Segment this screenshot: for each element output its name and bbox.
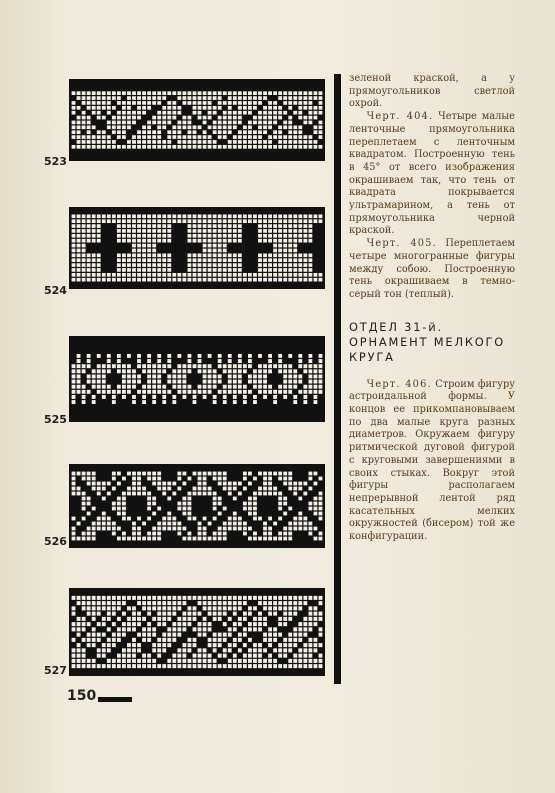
ornament-band-523 [69,79,325,161]
ornament-grid [71,209,323,287]
paragraph-405-text: Переплетаем четыре многогранные фигуры между собою. Построенную тень окрашиваем в темно-серый тон (теплый). [349,238,515,300]
section-heading: ОТДЕЛ 31-й. ОРНАМЕНТ МЕЛКОГО КРУГА [349,319,506,364]
page-number: 150 [67,688,97,704]
ornament-grid [71,590,323,674]
ornament-grid [71,81,323,159]
figure-number-527: 527 [44,664,67,677]
figure-ref-404: Черт. 404. [366,111,434,123]
paragraph-continued: зеленой краской, а у прямоугольников светлой охрой. [349,73,515,110]
text-column [349,73,515,544]
column-divider [334,74,341,684]
paragraph-404-text: Четыре малые ленточные прямоугольника переплетаем с ленточным квадратом. Построенную тень в 45° от всего изображения окрашиваем так, что тень от квадрата покрывается ультрамарином, а тень от прямоугольника черной краской. [349,111,515,237]
paragraph-406-text: Строим фигуру астроидальной формы. У концов ее прикомпановываем по два малые круга разных диаметров. Окружаем фигуру ритмической дуговой фигурой с круговыми завершениями в своих стыках. Вокруг этой фигуры располагаем непрерывной лентой ряд касательных мелких окружностей (бисером) той же конфигурации. [349,378,515,543]
figure-ref-406: Черт. 406. [366,378,432,390]
paragraph-406 [349,379,515,544]
ornament-band-524 [69,207,325,289]
ornament-band-525 [69,336,325,422]
figure-number-525: 525 [44,413,67,426]
page-number-rule [98,697,132,702]
paragraph-405 [349,238,515,302]
ornament-grid [71,466,323,546]
figure-number-523: 523 [44,155,67,168]
figure-ref-405: Черт. 405. [366,238,437,250]
ornament-grid [71,338,323,420]
ornament-band-527 [69,588,325,676]
ornament-band-526 [69,464,325,548]
paragraph-404 [349,111,515,238]
figure-number-524: 524 [44,284,67,297]
figure-number-526: 526 [44,535,67,548]
